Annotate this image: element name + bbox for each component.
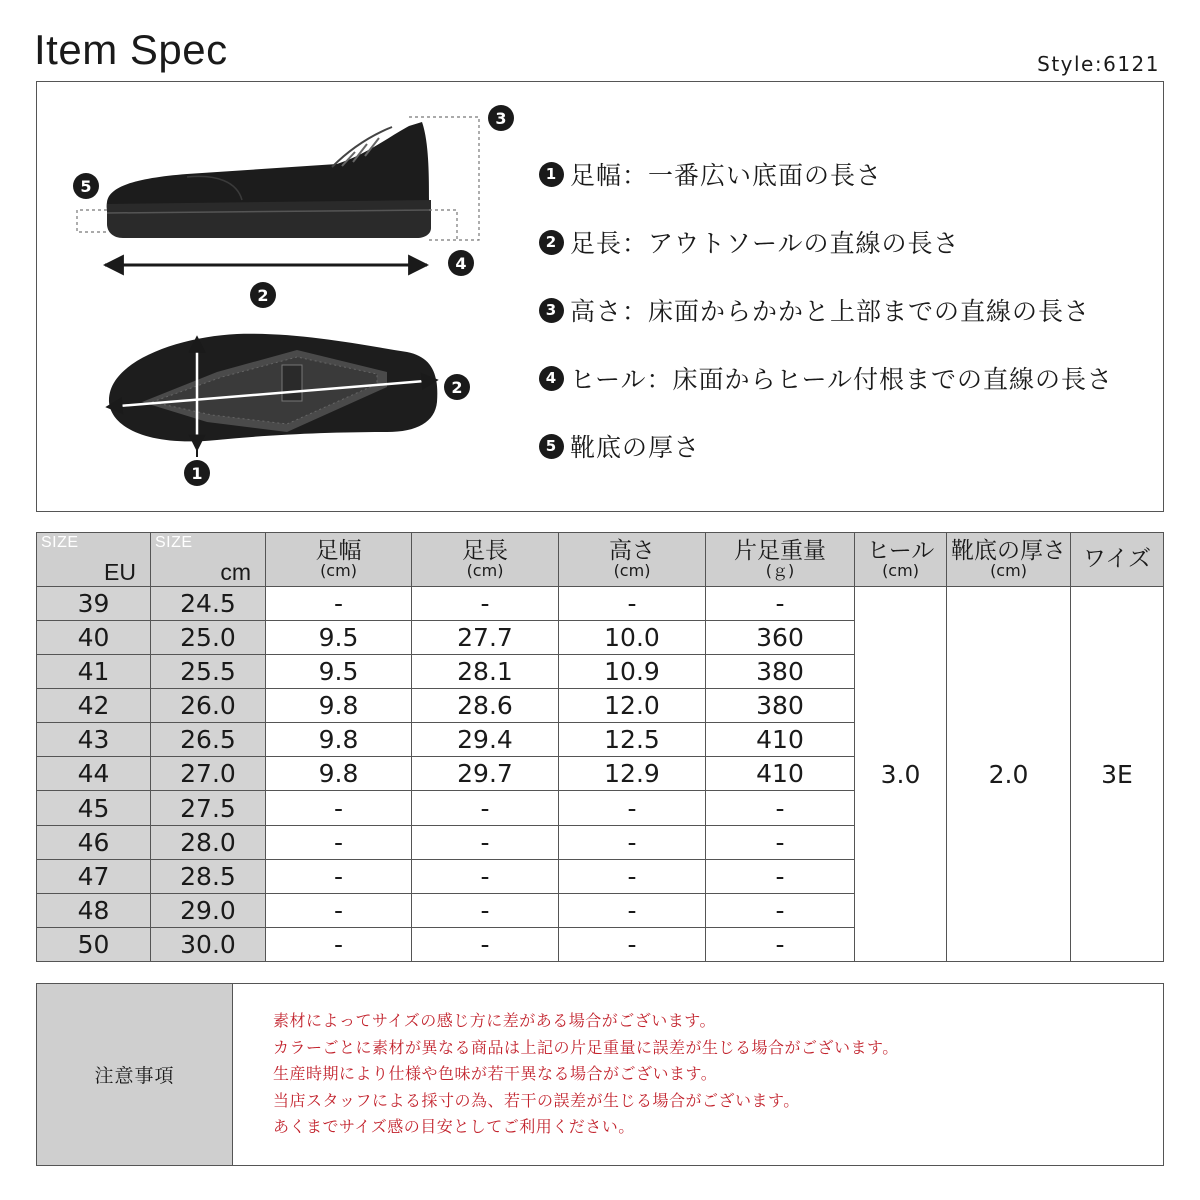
notes-label: 注意事項: [37, 984, 233, 1165]
svg-text:5: 5: [80, 177, 92, 196]
cell-width: 9.8: [266, 723, 412, 757]
number-badge: 1: [539, 162, 564, 187]
svg-text:2: 2: [257, 286, 269, 305]
cell-weight: -: [706, 587, 855, 621]
cell-height: -: [559, 859, 706, 893]
cell-width: 9.5: [266, 621, 412, 655]
legend-item: [539, 276, 1113, 344]
cell-heel: 3.0: [855, 587, 947, 962]
marker-4: [448, 250, 474, 276]
header-weight: 片足重量 (ｇ): [706, 533, 855, 587]
measurement-legend: [539, 140, 1113, 480]
cell-cm: 25.0: [151, 621, 266, 655]
cell-wise: 3E: [1071, 587, 1164, 962]
cell-height: -: [559, 587, 706, 621]
shoe-sole-view: [109, 334, 437, 442]
cell-height: -: [559, 825, 706, 859]
cell-eu: 48: [37, 893, 151, 927]
cell-cm: 26.0: [151, 689, 266, 723]
cell-height: 12.9: [559, 757, 706, 791]
cell-cm: 24.5: [151, 587, 266, 621]
cell-length: -: [412, 893, 559, 927]
marker-3: [488, 105, 514, 131]
cell-length: 29.7: [412, 757, 559, 791]
legend-item: [539, 208, 1113, 276]
number-badge: 3: [539, 298, 564, 323]
header-size-cm: [151, 533, 266, 587]
cell-eu: 44: [37, 757, 151, 791]
svg-text:1: 1: [191, 464, 203, 483]
legend-item: [539, 140, 1113, 208]
header-height: 高さ (cm): [559, 533, 706, 587]
legend-item: [539, 344, 1113, 412]
marker-2: [250, 282, 276, 308]
legend-text: 高さ：床面からかかと上部までの直線の長さ: [570, 297, 1091, 326]
size-table-body: [37, 587, 1164, 962]
number-badge: 5: [539, 434, 564, 459]
marker-5: [73, 173, 99, 199]
size-unit-eu: EU: [104, 558, 136, 585]
cell-weight: -: [706, 825, 855, 859]
header-heel: ヒール (cm): [855, 533, 947, 587]
cell-width: -: [266, 927, 412, 961]
size-table: [36, 532, 1164, 962]
legend-item: [539, 412, 1113, 480]
svg-text:4: 4: [455, 254, 467, 273]
cell-height: 10.9: [559, 655, 706, 689]
cell-cm: 26.5: [151, 723, 266, 757]
cell-weight: -: [706, 791, 855, 825]
cell-width: 9.5: [266, 655, 412, 689]
cell-cm: 29.0: [151, 893, 266, 927]
cell-height: -: [559, 927, 706, 961]
style-number: Style:6121: [1037, 52, 1160, 76]
cell-weight: 410: [706, 757, 855, 791]
header-length: 足長 (cm): [412, 533, 559, 587]
cell-weight: 380: [706, 655, 855, 689]
cell-eu: 47: [37, 859, 151, 893]
cell-eu: 42: [37, 689, 151, 723]
cell-width: 9.8: [266, 689, 412, 723]
cell-eu: 46: [37, 825, 151, 859]
cell-width: -: [266, 791, 412, 825]
cell-weight: -: [706, 893, 855, 927]
number-badge: 4: [539, 366, 564, 391]
number-badge: 2: [539, 230, 564, 255]
cell-length: 28.6: [412, 689, 559, 723]
cell-cm: 28.0: [151, 825, 266, 859]
svg-text:2: 2: [451, 378, 463, 397]
shoe-illustration: [37, 82, 557, 511]
cell-length: 27.7: [412, 621, 559, 655]
marker-1: [184, 460, 210, 486]
cell-cm: 27.0: [151, 757, 266, 791]
header-width: 足幅 (cm): [266, 533, 412, 587]
cell-sole: 2.0: [947, 587, 1071, 962]
note-line: カラーごとに素材が異なる商品は上記の片足重量に誤差が生じる場合がございます。: [273, 1037, 899, 1057]
note-line: 生産時期により仕様や色味が若干異なる場合がございます。: [273, 1064, 718, 1083]
table-row: [37, 587, 1164, 621]
cell-width: -: [266, 859, 412, 893]
notes-box: [36, 983, 1164, 1166]
note-line: あくまでサイズ感の目安としてご利用ください。: [273, 1117, 635, 1136]
cell-eu: 39: [37, 587, 151, 621]
cell-cm: 28.5: [151, 859, 266, 893]
cell-eu: 50: [37, 927, 151, 961]
note-line: 素材によってサイズの感じ方に差がある場合がございます。: [273, 1011, 716, 1030]
cell-length: 29.4: [412, 723, 559, 757]
shoe-side-view: [107, 122, 431, 238]
cell-eu: 45: [37, 791, 151, 825]
cell-weight: 410: [706, 723, 855, 757]
cell-length: -: [412, 825, 559, 859]
size-unit-cm: cm: [220, 558, 251, 585]
legend-text: ヒール：床面からヒール付根までの直線の長さ: [570, 365, 1114, 394]
size-tag: SIZE: [155, 534, 193, 551]
cell-cm: 25.5: [151, 655, 266, 689]
cell-eu: 40: [37, 621, 151, 655]
cell-cm: 27.5: [151, 791, 266, 825]
note-line: 当店スタッフによる採寸の為、若干の誤差が生じる場合がございます。: [273, 1090, 800, 1110]
legend-text: 足幅：一番広い底面の長さ: [570, 161, 883, 190]
header-size-eu: [37, 533, 151, 587]
cell-length: -: [412, 791, 559, 825]
cell-height: -: [559, 791, 706, 825]
size-tag: SIZE: [41, 534, 79, 551]
cell-length: -: [412, 587, 559, 621]
cell-height: 12.0: [559, 689, 706, 723]
cell-width: -: [266, 825, 412, 859]
cell-height: 12.5: [559, 723, 706, 757]
cell-width: -: [266, 587, 412, 621]
cell-cm: 30.0: [151, 927, 266, 961]
header-wise: ワイズ: [1071, 533, 1164, 587]
legend-text: 足長：アウトソールの直線の長さ: [570, 229, 960, 258]
cell-height: -: [559, 893, 706, 927]
page-title: Item Spec: [34, 26, 228, 73]
cell-width: 9.8: [266, 757, 412, 791]
cell-eu: 41: [37, 655, 151, 689]
header-sole: 靴底の厚さ (cm): [947, 533, 1071, 587]
cell-eu: 43: [37, 723, 151, 757]
table-header-row: [37, 533, 1164, 587]
cell-weight: -: [706, 927, 855, 961]
cell-width: -: [266, 893, 412, 927]
cell-length: -: [412, 859, 559, 893]
cell-height: 10.0: [559, 621, 706, 655]
marker-2-sole: [444, 374, 470, 400]
cell-weight: -: [706, 859, 855, 893]
legend-text: 靴底の厚さ: [570, 433, 701, 462]
notes-list: [233, 984, 899, 1165]
svg-text:3: 3: [495, 109, 507, 128]
cell-weight: 380: [706, 689, 855, 723]
spec-diagram-box: [36, 81, 1164, 512]
cell-length: -: [412, 927, 559, 961]
cell-length: 28.1: [412, 655, 559, 689]
cell-weight: 360: [706, 621, 855, 655]
